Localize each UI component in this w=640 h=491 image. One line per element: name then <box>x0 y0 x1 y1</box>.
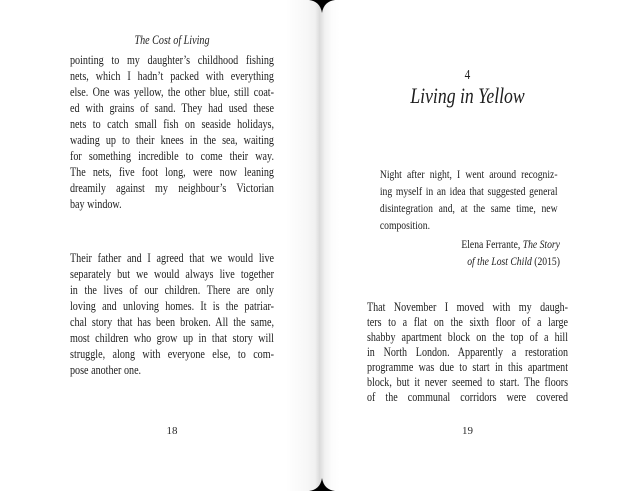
text-line: Night after night, I went around recogniz- <box>379 167 558 181</box>
running-header: The Cost of Living <box>134 33 210 47</box>
text-line: The nets, five foot long, were now leaning <box>70 165 274 179</box>
text-line: in North London. Apparently a restoration <box>367 345 568 359</box>
paragraph <box>367 300 568 405</box>
text-line: ing myself in an idea that suggested general <box>379 184 558 198</box>
text-line: struggle, along with everyone else, to com- <box>70 347 274 361</box>
left-page-column <box>70 0 274 491</box>
epigraph-attribution <box>380 236 560 270</box>
text-line: loving and unloving homes. It is the patriar- <box>70 299 274 313</box>
text-line: ed with grains of sand. They had used these <box>70 101 274 115</box>
text-line: separately but we would always live together <box>70 267 274 281</box>
text-line: programme was due to start in this apartment <box>367 360 568 374</box>
attribution-italic: The Story <box>522 237 560 251</box>
text-line: nets, which I hadn’t packed with everything <box>70 69 274 83</box>
text-line: dreamily against my neighbour’s Victorian <box>70 181 274 195</box>
text-line: chal story that has been broken. All the same, <box>70 315 274 329</box>
attribution-line <box>380 253 560 270</box>
attribution-italic: of the Lost Child <box>467 254 532 268</box>
text-line: block, but it never seemed to start. The floors <box>367 375 568 389</box>
text-line: Their father and I agreed that we would live <box>70 251 274 265</box>
paragraph <box>70 52 274 212</box>
epigraph-quote <box>380 166 558 234</box>
text-line: disintegration and, at the same time, new <box>379 201 558 215</box>
attribution-roman: (2015) <box>531 254 560 268</box>
text-line: composition. <box>379 218 430 232</box>
chapter-number: 4 <box>464 68 471 83</box>
page-number-right: 19 <box>462 425 473 437</box>
text-line: bay window. <box>70 197 122 211</box>
text-line: pointing to my daughter’s childhood fishing <box>70 53 274 67</box>
attribution-line <box>380 236 560 253</box>
text-line: wading up to their knees in the sea, waiting <box>70 133 274 147</box>
right-page[interactable] <box>320 0 640 491</box>
text-line: nets to catch small fish on seaside holidays, <box>70 117 274 131</box>
text-line: pose another one. <box>70 363 142 377</box>
chapter-title: Living in Yellow <box>410 83 525 108</box>
text-line: else. One was yellow, the other blue, still coat- <box>70 85 274 99</box>
text-line: for something incredible to come their way. <box>70 149 274 163</box>
page-number-left: 18 <box>166 425 178 437</box>
paragraph <box>70 250 274 378</box>
right-page-column <box>367 0 568 491</box>
attribution-roman: Elena Ferrante, <box>461 237 523 251</box>
text-line: ters to a flat on the sixth floor of a large <box>367 315 568 329</box>
text-line: most children who grow up in that story will <box>70 331 274 345</box>
text-line: of the communal corridors were covered <box>367 390 568 404</box>
text-line: in the lives of our children. There are only <box>70 283 274 297</box>
text-line: That November I moved with my daugh- <box>367 300 568 314</box>
text-line: shabby apartment block on the top of a hill <box>367 330 568 344</box>
